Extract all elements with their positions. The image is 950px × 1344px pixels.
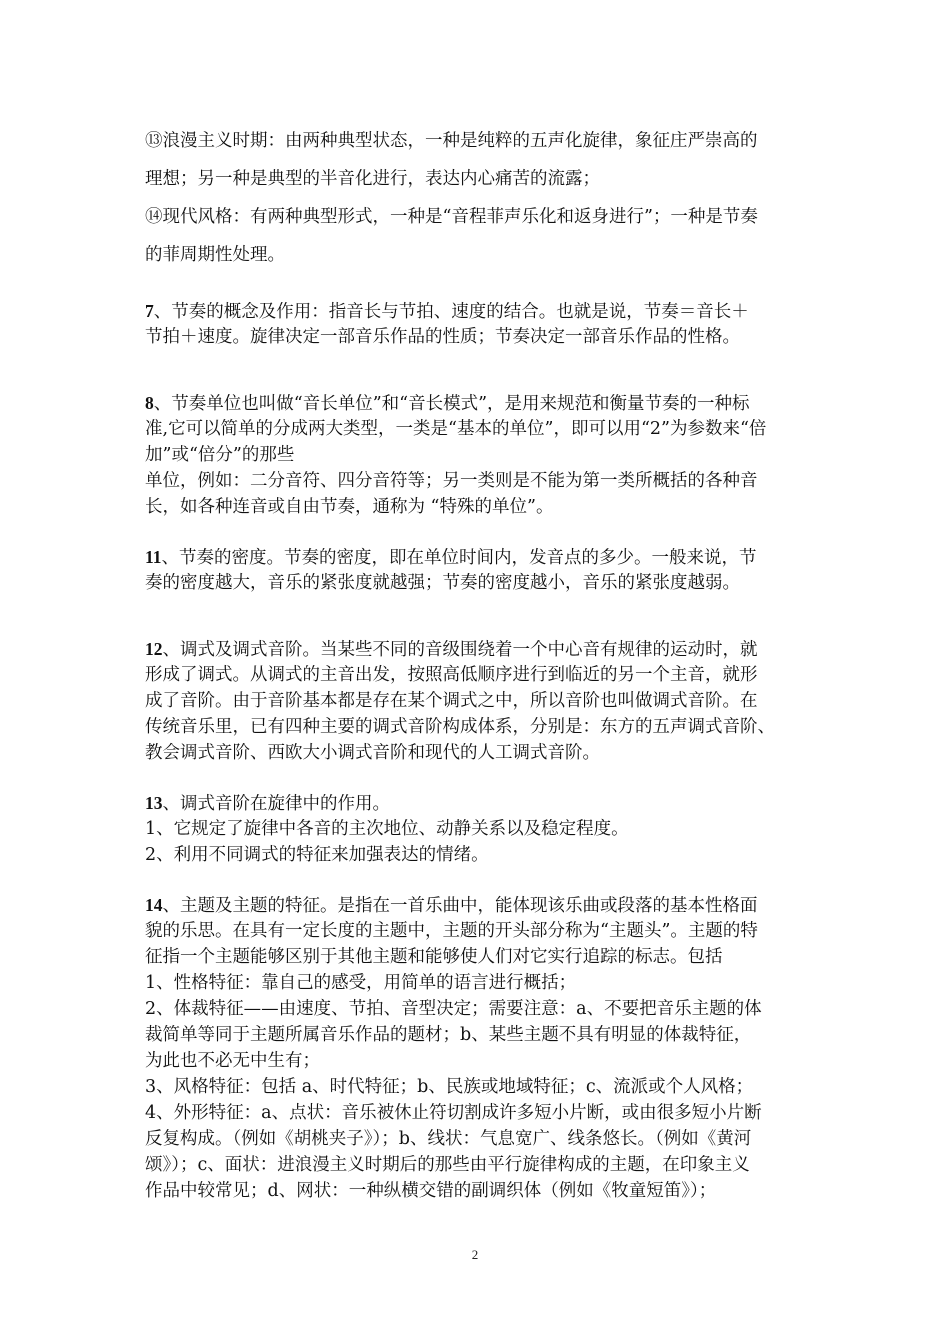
paragraph-14-line [145, 892, 813, 918]
text-line: 3、风格特征：包括 a、时代特征；b、民族或地域特征；c、流派或个人风格； [145, 1077, 754, 1097]
page-number: 2 [471, 1247, 479, 1262]
paragraph-12-line [145, 636, 813, 662]
section-number: 12 [145, 639, 163, 659]
paragraph-7-line [145, 298, 813, 324]
paragraph-8-line [145, 390, 813, 416]
text-line: 裁简单等同于主题所属音乐作品的题材；b、某些主题不具有明显的体裁特征， [145, 1025, 752, 1045]
section-number: 8 [145, 393, 154, 413]
paragraph-13-line [145, 790, 813, 816]
text-line: 成了音阶。由于音阶基本都是存在某个调式之中，所以音阶也叫做调式音阶。在 [145, 691, 758, 711]
text-span: 、节奏的密度。节奏的密度，即在单位时间内，发音点的多少。一般来说，节 [161, 548, 757, 568]
text-line: 2、利用不同调式的特征来加强表达的情绪。 [145, 845, 489, 865]
text-line: 教会调式音阶、西欧大小调式音阶和现代的人工调式音阶。 [145, 743, 600, 763]
text-span: 、调式音阶在旋律中的作用。 [162, 794, 390, 814]
text-span: 、主题及主题的特征。是指在一首乐曲中，能体现该乐曲或段落的基本性格面 [162, 896, 758, 916]
text-line: 传统音乐里，已有四种主要的调式音阶构成体系，分别是：东方的五声调式音阶、 [145, 717, 775, 737]
document-body [145, 122, 813, 1204]
text-line: 节拍＋速度。旋律决定一部音乐作品的性质；节奏决定一部音乐作品的性格。 [145, 327, 740, 347]
text-line: 准,它可以简单的分成两大类型，一类是“基本的单位”，即可以用“2”为参数来“倍 [145, 419, 767, 439]
text-line: ⑭现代风格：有两种典型形式，一种是“音程菲声乐化和返身进行”；一种是节奏 [145, 207, 758, 227]
section-number: 11 [145, 547, 162, 567]
text-line: 奏的密度越大，音乐的紧张度就越强；节奏的密度越小，音乐的紧张度越弱。 [145, 573, 740, 593]
paragraph-11-line [145, 544, 813, 570]
section-number: 14 [145, 895, 163, 915]
text-line: 单位，例如：二分音符、四分音符等；另一类则是不能为第一类所概括的各种音 [145, 471, 758, 491]
text-line: 反复构成。（例如《胡桃夹子》）；b、线状：气息宽广、线条悠长。（例如《黄河 [145, 1129, 752, 1149]
text-line: 4、外形特征：a、点状：音乐被休止符切割成许多短小片断，或由很多短小片断 [145, 1103, 762, 1123]
section-number: 7 [145, 301, 154, 321]
text-line: 加”或“倍分”的那些 [145, 445, 295, 465]
text-line: 1、它规定了旋律中各音的主次地位、动静关系以及稳定程度。 [145, 819, 629, 839]
section-number: 13 [145, 793, 163, 813]
text-line: 长，如各种连音或自由节奏，通称为 “特殊的单位”。 [145, 497, 554, 517]
text-line: 作品中较常见；d、网状：一种纵横交错的副调织体（例如《牧童短笛》）； [145, 1181, 717, 1201]
text-line: 颂》）；c、面状：进浪漫主义时期后的那些由平行旋律构成的主题，在印象主义 [145, 1155, 750, 1175]
text-span: 、节奏单位也叫做“音长单位”和“音长模式”，是用来规范和衡量节奏的一种标 [153, 394, 750, 414]
text-line: 征指一个主题能够区别于其他主题和能够使人们对它实行追踪的标志。包括 [145, 947, 723, 967]
text-line: 理想；另一种是典型的半音化进行，表达内心痛苦的流露； [145, 169, 600, 189]
text-line: 貌的乐思。在具有一定长度的主题中，主题的开头部分称为“主题头”。主题的特 [145, 921, 758, 941]
text-span: 、节奏的概念及作用：指音长与节拍、速度的结合。也就是说，节奏＝音长＋ [153, 302, 749, 322]
text-line: 为此也不必无中生有； [145, 1051, 320, 1071]
text-line: 1、性格特征：靠自己的感受，用简单的语言进行概括； [145, 973, 577, 993]
text-line: 2、体裁特征——由速度、节拍、音型决定；需要注意：a、不要把音乐主题的体 [145, 999, 762, 1019]
text-line: ⑬浪漫主义时期：由两种典型状态，一种是纯粹的五声化旋律，象征庄严崇高的 [145, 131, 758, 151]
text-line: 形成了调式。从调式的主音出发，按照高低顺序进行到临近的另一个主音，就形 [145, 665, 758, 685]
text-span: 、调式及调式音阶。当某些不同的音级围绕着一个中心音有规律的运动时，就 [162, 640, 758, 660]
text-line: 的菲周期性处理。 [145, 245, 285, 265]
